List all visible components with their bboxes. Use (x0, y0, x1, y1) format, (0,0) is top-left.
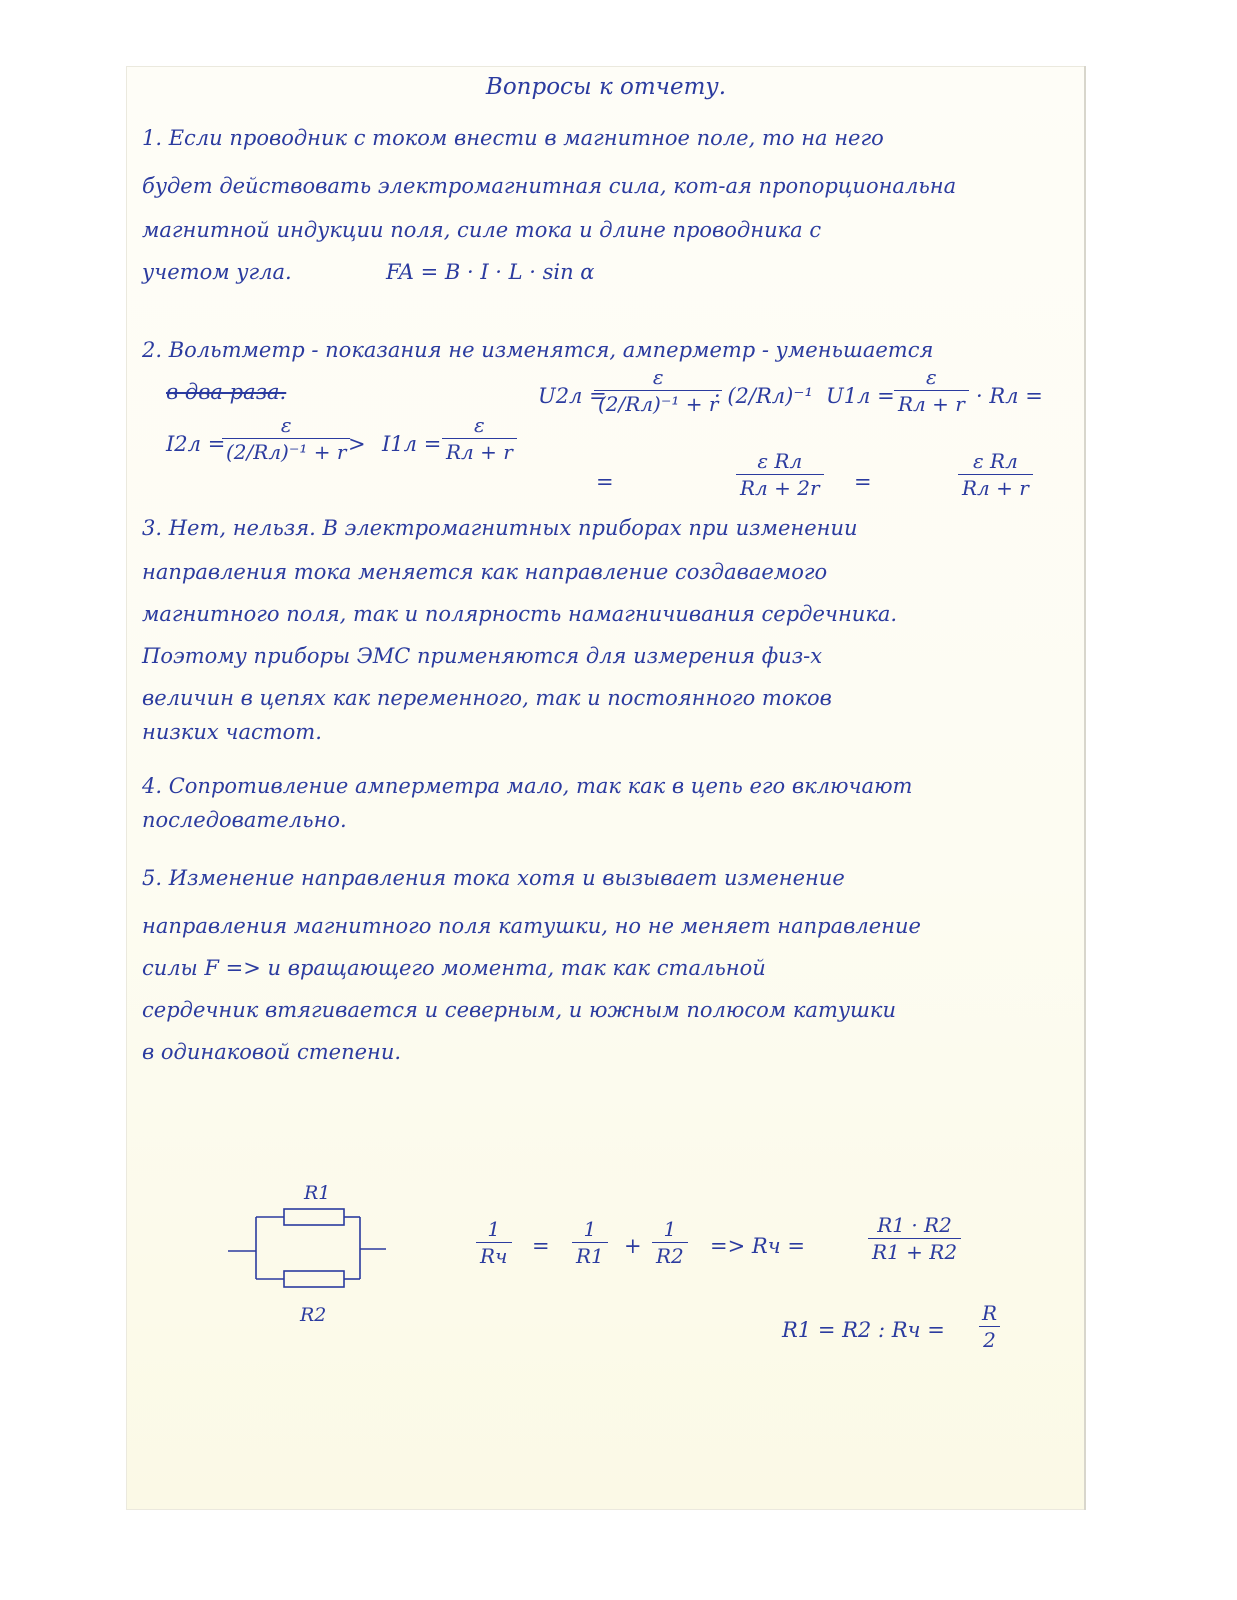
i1-denominator: Rл + r (442, 438, 517, 463)
q1-line-3: магнитной индукции поля, силе тока и длине проводника с (142, 218, 822, 242)
eq-frac-1-over-r2 (652, 1218, 688, 1267)
eq-result-denominator: R1 + R2 (868, 1238, 961, 1263)
i1-fraction (442, 414, 517, 463)
eq-frac-2-denominator: R1 (572, 1242, 608, 1267)
resistor-r2 (284, 1271, 344, 1287)
i2-denominator: (2/Rл)⁻¹ + r (222, 438, 350, 463)
u2-result-numerator: ε Rл (757, 449, 803, 473)
i2-fraction (222, 414, 350, 463)
q1-line-2: будет действовать электромагнитная сила, кот-ая пропорциональна (142, 174, 957, 198)
page-title: Вопросы к отчету. (485, 74, 727, 100)
eq-frac-1-denominator: Rч (476, 1242, 512, 1267)
eq-frac-1-over-rch (476, 1218, 512, 1267)
u1-result-numerator: ε Rл (972, 449, 1018, 473)
eq-frac-1-over-r1 (572, 1218, 608, 1267)
u1-fraction (894, 366, 969, 415)
eq-frac-2-numerator: 1 (583, 1217, 597, 1241)
q2-line-1: 2. Вольтметр - показания не изменятся, амперметр - уменьшается (142, 338, 934, 362)
q3-line-1: 3. Нет, нельзя. В электромагнитных приборах при изменении (142, 516, 858, 540)
q1-line-4: учетом угла. (142, 260, 292, 284)
greater-than: > (348, 432, 366, 456)
q4-line-2: последовательно. (142, 808, 347, 832)
u1-result-fraction (958, 450, 1033, 499)
u1-numerator: ε (926, 365, 937, 389)
i1-numerator: ε (474, 413, 485, 437)
r2-label: R2 (300, 1304, 327, 1326)
q3-line-3: магнитного поля, так и полярность намагничивания сердечника. (142, 602, 898, 626)
handwritten-sheet (126, 66, 1086, 1510)
u1-equals: = (854, 470, 872, 494)
u1-multiplier: · Rл = (976, 384, 1043, 408)
q1-line-1: 1. Если проводник с током внести в магнитное поле, то на него (142, 126, 884, 150)
q5-line-4: сердечник втягивается и северным, и южным полюсом катушки (142, 998, 897, 1022)
eq-plus: + (624, 1234, 642, 1258)
u2-result-denominator: Rл + 2r (736, 474, 824, 499)
u1-result-denominator: Rл + r (958, 474, 1033, 499)
q3-line-2: направления тока меняется как направление создаваемого (142, 560, 828, 584)
u2-result-fraction (736, 450, 824, 499)
resistor-r1 (284, 1209, 344, 1225)
i1-label: I1л = (382, 432, 442, 456)
eq-r-over-2-numerator: R (982, 1301, 998, 1325)
eq-r-over-2 (978, 1302, 1001, 1351)
q1-formula: FA = B · I · L · sin α (386, 260, 595, 284)
u2-numerator: ε (652, 365, 664, 389)
q3-line-4: Поэтому приборы ЭМС применяются для измерения физ-х (142, 644, 823, 668)
q5-line-1: 5. Изменение направления тока хотя и вызывает изменение (142, 866, 845, 890)
eq-equals: = (532, 1234, 550, 1258)
q5-line-3: силы F => и вращающего момента, так как стальной (142, 956, 766, 980)
q3-line-5: величин в цепях как переменного, так и постоянного токов (142, 686, 832, 710)
u1-label: U1л = (826, 384, 895, 408)
parallel-resistor-circuit (226, 1171, 406, 1341)
u2-equals: = (596, 470, 614, 494)
eq-frac-1-numerator: 1 (487, 1217, 501, 1241)
r1-label: R1 (304, 1182, 331, 1204)
eq-parallel-result (868, 1214, 961, 1263)
eq-r-over-2-denominator: 2 (979, 1326, 1000, 1351)
eq-frac-3-numerator: 1 (663, 1217, 677, 1241)
i2-numerator: ε (280, 413, 292, 437)
q5-line-2: направления магнитного поля катушки, но не меняет направление (142, 914, 921, 938)
eq-frac-3-denominator: R2 (652, 1242, 688, 1267)
u1-denominator: Rл + r (894, 390, 969, 415)
eq-result-numerator: R1 · R2 (877, 1213, 952, 1237)
i2-label: I2л = (166, 432, 226, 456)
q5-line-5: в одинаковой степени. (142, 1040, 402, 1064)
u2-fraction (594, 366, 722, 415)
q4-line-1: 4. Сопротивление амперметра мало, так как в цепь его включают (142, 774, 913, 798)
u2-multiplier: · (2/Rл)⁻¹ (714, 384, 813, 408)
equal-resistors-condition: R1 = R2 : Rч = (782, 1318, 945, 1342)
u2-denominator: (2/Rл)⁻¹ + r (594, 390, 722, 415)
u2-label: U2л = (538, 384, 607, 408)
eq-implies: => Rч = (710, 1234, 806, 1258)
q3-line-6: низких частот. (142, 720, 322, 744)
q2-line-2-struck: в два раза. (166, 380, 287, 404)
